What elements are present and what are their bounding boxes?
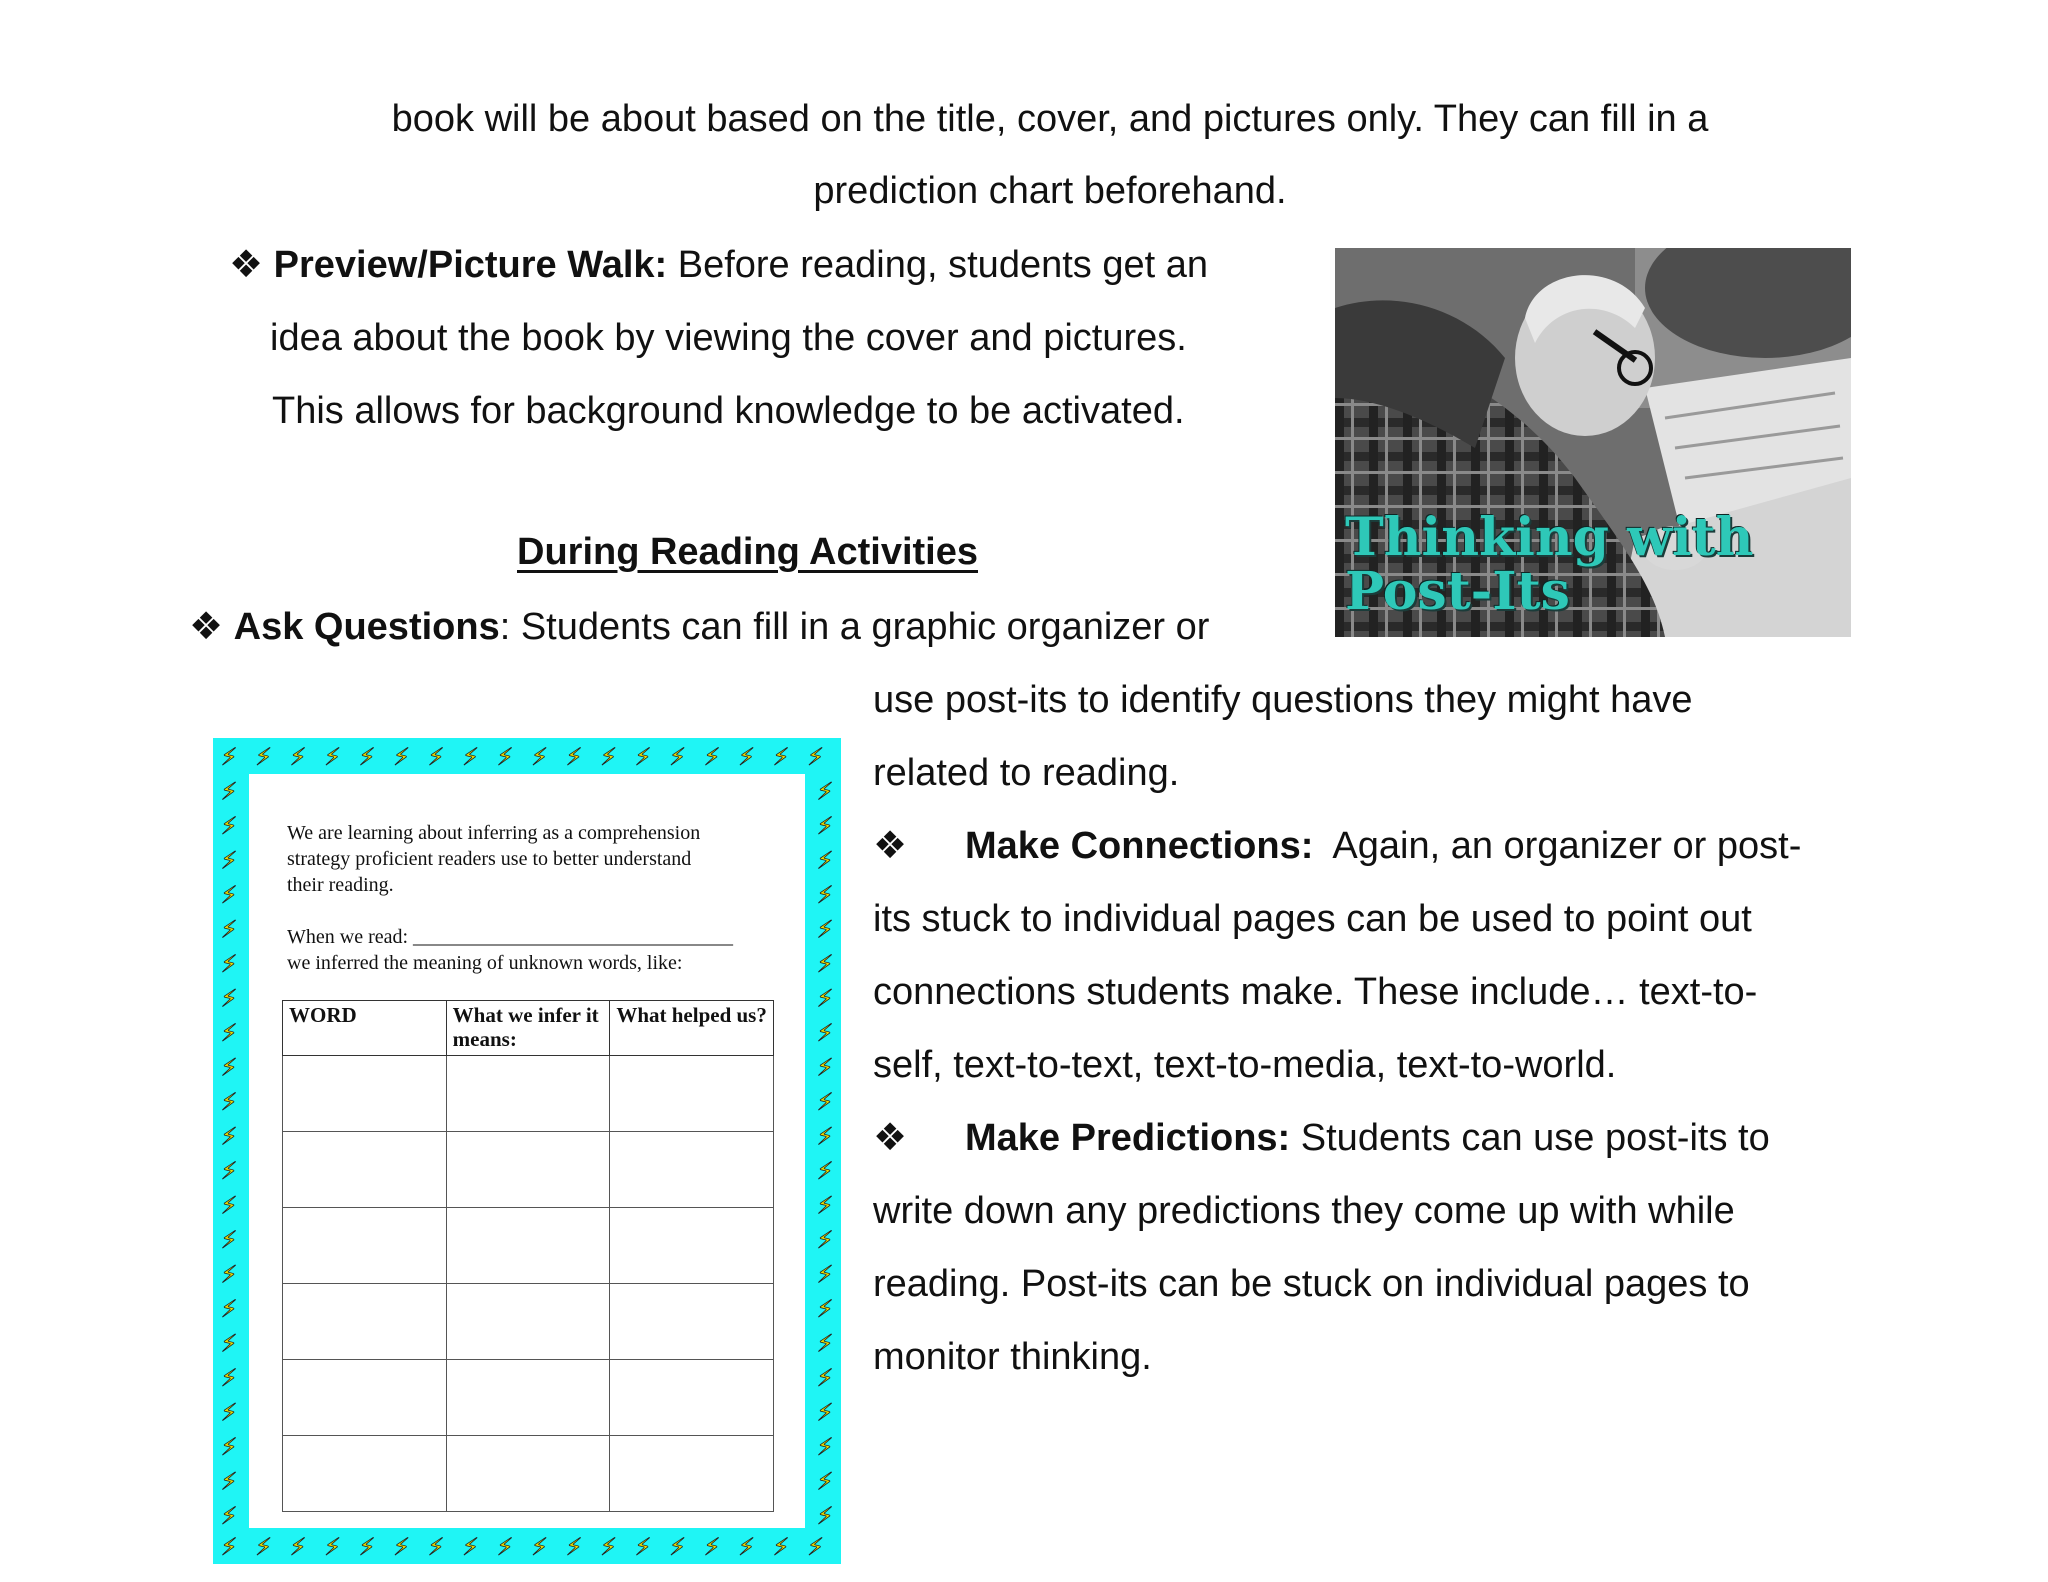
lightning-icon: ⚡ [816,1088,834,1116]
table-cell [283,1056,447,1132]
lightning-icon: ⚡ [600,743,617,771]
table-cell [446,1132,610,1208]
lightning-icon: ⚡ [220,777,238,806]
lightning-icon: ⚡ [565,743,583,771]
bullet-icon: ❖ [189,606,224,648]
lightning-icon: ⚡ [255,1533,272,1561]
lightning-icon: ⚡ [220,1157,238,1185]
lightning-icon: ⚡ [255,743,272,771]
lightning-icon: ⚡ [816,1019,834,1047]
lightning-icon: ⚡ [220,1398,238,1427]
lightning-icon: ⚡ [565,1533,583,1561]
intro-line-2: prediction chart beforehand. [813,170,1287,212]
lightning-icon: ⚡ [816,1053,834,1082]
column-header-infer: What we infer it means: [446,1001,610,1056]
table-cell [446,1360,610,1436]
preview-line-1 [229,242,1208,288]
ask-term: Ask Questions [233,606,500,648]
inferring-worksheet [213,738,841,1564]
worksheet-page [249,774,805,1528]
ask-line-3: related to reading. [873,752,1180,794]
bullet-icon: ❖ [873,1117,908,1159]
lightning-icon: ⚡ [220,1467,238,1496]
lightning-icon: ⚡ [816,1364,834,1392]
lightning-icon: ⚡ [738,743,755,771]
lightning-icon: ⚡ [816,846,834,875]
lightning-icon: ⚡ [816,1122,834,1151]
lightning-icon: ⚡ [772,743,790,771]
lightning-icon: ⚡ [816,1191,834,1220]
table-row [283,1360,774,1436]
lightning-icon: ⚡ [816,1502,834,1530]
connections-line-4: self, text-to-text, text-to-media, text-to-world. [873,1044,1617,1086]
lightning-icon: ⚡ [669,743,686,771]
lightning-icon: ⚡ [462,743,479,771]
lightning-icon: ⚡ [220,1329,238,1358]
lightning-icon: ⚡ [816,1467,834,1496]
table-cell [610,1056,774,1132]
predictions-line-1 [873,1115,1770,1161]
lightning-icon: ⚡ [220,915,238,944]
lightning-icon: ⚡ [427,743,445,771]
lightning-icon: ⚡ [393,743,410,771]
lightning-icon: ⚡ [220,846,238,875]
lightning-icon: ⚡ [289,743,307,771]
table-cell [446,1284,610,1360]
lightning-icon: ⚡ [220,1088,238,1116]
bullet-icon: ❖ [873,825,908,867]
lightning-icon: ⚡ [220,984,238,1013]
column-header-helped: What helped us? [610,1001,774,1056]
table-cell [610,1284,774,1360]
lightning-icon: ⚡ [220,1295,238,1323]
lightning-icon: ⚡ [220,812,238,840]
table-cell [283,1132,447,1208]
predictions-line-2: write down any predictions they come up with while [873,1190,1735,1232]
preview-line-2: idea about the book by viewing the cover and pictures. [270,317,1187,359]
table-row [283,1208,774,1284]
lightning-icon: ⚡ [816,1260,834,1289]
predictions-text-1: Students can use post-its to [1290,1117,1770,1159]
ask-line-1 [189,604,1209,650]
table-cell [283,1284,447,1360]
connections-line-3: connections students make. These include… text-to- [873,971,1758,1013]
lightning-icon: ⚡ [703,743,721,771]
lightning-icon: ⚡ [703,1533,721,1561]
lightning-icon: ⚡ [816,1295,834,1323]
table-row [283,1056,774,1132]
table-cell [610,1360,774,1436]
table-cell [610,1436,774,1512]
ask-line-2: use post-its to identify questions they might have [873,679,1693,721]
lightning-icon: ⚡ [816,984,834,1013]
lightning-icon: ⚡ [816,881,834,909]
column-header-word: WORD [283,1001,447,1056]
lightning-icon: ⚡ [772,1533,790,1561]
lightning-icon: ⚡ [816,812,834,840]
photo-caption-line-2: Post-Its [1345,561,1570,622]
during-reading-heading: During Reading Activities [517,531,978,573]
table-cell [283,1436,447,1512]
lightning-icon: ⚡ [220,1191,238,1220]
worksheet-table [282,1000,774,1512]
lightning-icon: ⚡ [220,1502,238,1530]
lightning-icon: ⚡ [220,1019,238,1047]
lightning-icon: ⚡ [634,1533,652,1561]
table-body [283,1056,774,1512]
predictions-line-4: monitor thinking. [873,1336,1152,1378]
table-row [283,1436,774,1512]
intro-line-1: book will be about based on the title, cover, and pictures only. They can fill in a [391,98,1709,140]
lightning-icon: ⚡ [220,1226,238,1254]
predictions-term: Make Predictions: [965,1117,1291,1159]
table-cell [283,1360,447,1436]
lightning-icon: ⚡ [816,1433,834,1461]
lightning-icon: ⚡ [220,1364,238,1392]
table-row [283,1132,774,1208]
lightning-icon: ⚡ [289,1533,307,1561]
lightning-icon: ⚡ [220,1053,238,1082]
lightning-icon: ⚡ [816,1329,834,1358]
preview-line-3: This allows for background knowledge to be activated. [272,390,1185,432]
preview-term: Preview/Picture Walk: [273,244,668,286]
lightning-icon: ⚡ [358,1533,376,1561]
table-cell [610,1132,774,1208]
worksheet-intro-3: their reading. [287,874,394,896]
table-cell [610,1208,774,1284]
lightning-icon: ⚡ [816,1226,834,1254]
connections-text-1: Again, an organizer or post- [1313,825,1802,867]
lightning-icon: ⚡ [220,1122,238,1151]
photo-caption-line-1: Thinking with [1345,507,1754,568]
connections-term: Make Connections: [965,825,1314,867]
lightning-icon: ⚡ [324,743,341,771]
lightning-icon: ⚡ [738,1533,755,1561]
reading-photo [1335,248,1851,637]
table-cell [446,1208,610,1284]
preview-text-1: Before reading, students get an [667,244,1208,286]
lightning-icon: ⚡ [669,1533,686,1561]
table-cell [446,1056,610,1132]
lightning-icon: ⚡ [462,1533,479,1561]
worksheet-when-line-2: we inferred the meaning of unknown words, like: [287,952,683,974]
worksheet-intro-1: We are learning about inferring as a comprehension [287,822,701,844]
lightning-icon: ⚡ [220,950,238,978]
bullet-icon: ❖ [229,244,264,286]
lightning-icon: ⚡ [220,1260,238,1289]
lightning-icon: ⚡ [816,777,834,806]
lightning-icon: ⚡ [220,881,238,909]
lightning-icon: ⚡ [324,1533,341,1561]
lightning-icon: ⚡ [427,1533,445,1561]
lightning-icon: ⚡ [816,1157,834,1185]
lightning-icon: ⚡ [531,743,548,771]
lightning-icon: ⚡ [816,1398,834,1427]
worksheet-intro-2: strategy proficient readers use to better understand [287,848,692,870]
lightning-icon: ⚡ [807,743,824,771]
lightning-icon: ⚡ [496,743,514,771]
ask-text-1: : Students can fill in a graphic organizer or [499,606,1210,648]
predictions-line-3: reading. Post-its can be stuck on individual pages to [873,1263,1750,1305]
lightning-icon: ⚡ [358,743,376,771]
lightning-icon: ⚡ [816,950,834,978]
lightning-icon: ⚡ [220,1533,238,1561]
lightning-icon: ⚡ [807,1533,824,1561]
lightning-icon: ⚡ [220,743,238,771]
lightning-icon: ⚡ [600,1533,617,1561]
lightning-icon: ⚡ [816,915,834,944]
lightning-icon: ⚡ [393,1533,410,1561]
lightning-icon: ⚡ [220,1433,238,1461]
lightning-icon: ⚡ [496,1533,514,1561]
table-cell [283,1208,447,1284]
connections-line-2: its stuck to individual pages can be used to point out [873,898,1752,940]
worksheet-when-line: When we read: ________________________________ [287,926,734,948]
table-header-row [283,1001,774,1056]
lightning-icon: ⚡ [531,1533,548,1561]
connections-line-1 [873,823,1801,869]
table-cell [446,1436,610,1512]
lightning-icon: ⚡ [634,743,652,771]
table-row [283,1284,774,1360]
